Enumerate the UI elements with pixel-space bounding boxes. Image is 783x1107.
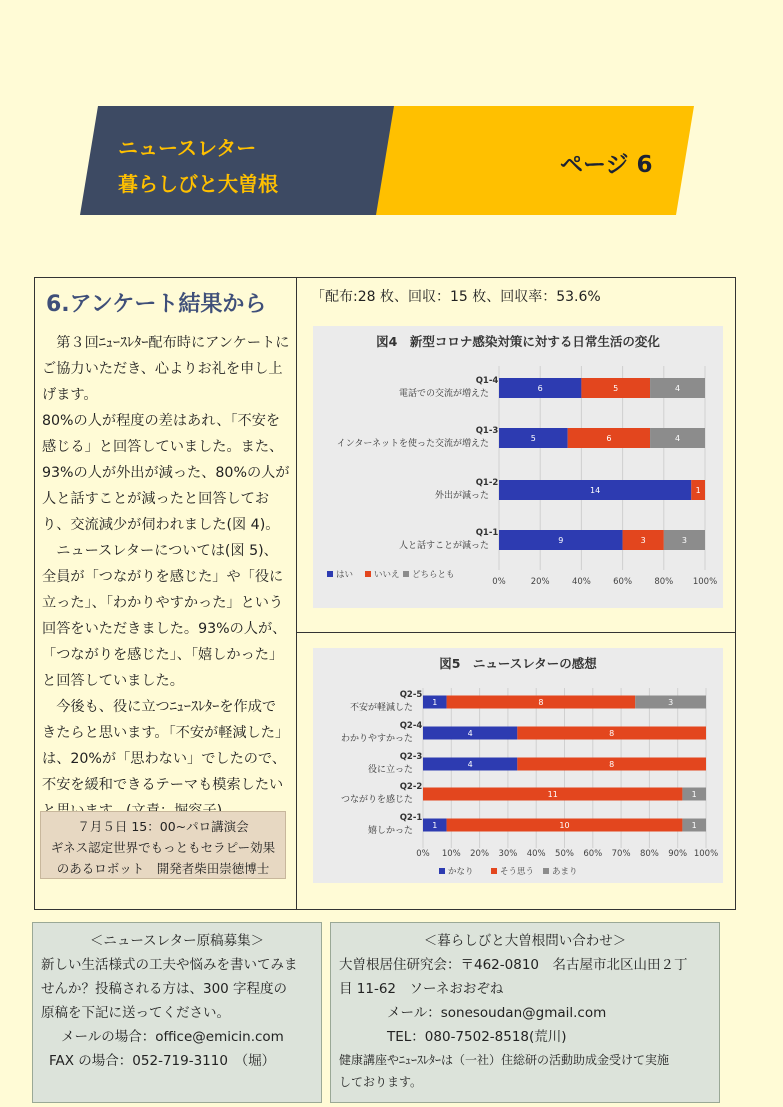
legend-label: そう思う: [500, 867, 535, 877]
data-label: 4: [467, 760, 473, 769]
x-tick-label: 20%: [530, 577, 550, 587]
event-line-3: のあるロボット 開発者柴田崇徳博士: [56, 861, 270, 876]
x-tick-label: 90%: [668, 849, 688, 859]
legend-swatch: [327, 571, 333, 577]
page-number: ページ 6: [560, 152, 653, 178]
data-label: 3: [681, 536, 687, 545]
category-code: Q2-1: [399, 813, 423, 823]
data-label: 5: [530, 434, 536, 443]
legend-label: どちらとも: [412, 570, 455, 580]
recruit-line-2: せんか？投稿される方は、300 字程度の: [41, 981, 288, 997]
category-code: Q1-2: [475, 478, 499, 488]
figure-5-chart: [313, 648, 723, 883]
legend-label: かなり: [448, 867, 474, 877]
category-code: Q2-3: [399, 752, 423, 762]
x-tick-label: 30%: [498, 849, 518, 859]
legend-label: あまり: [552, 867, 578, 877]
data-label: 4: [467, 729, 473, 738]
legend-swatch: [491, 868, 497, 874]
data-label: 6: [537, 384, 543, 393]
contact-note-1: 健康講座やﾆｭｰｽﾚﾀｰは（一社）住総研の活動助成金受けて実施: [339, 1053, 670, 1067]
paragraph-1: 第３回ﾆｭｰｽﾚﾀｰ配布時にアンケートにご協力いただき、心よりお礼を申し上げます。: [42, 335, 290, 403]
category-label: 電話での交流が増えた: [398, 389, 489, 399]
chart-title: 図4 新型コロナ感染対策に対する日常生活の変化: [376, 334, 660, 349]
data-label: 14: [590, 486, 601, 495]
legend-swatch: [365, 571, 371, 577]
category-code: Q2-5: [399, 690, 423, 700]
x-tick-label: 0%: [416, 849, 430, 859]
x-tick-label: 0%: [492, 577, 506, 587]
contact-box: [330, 922, 720, 1103]
contact-phone: TEL：080-7502-8518(荒川): [387, 1029, 567, 1045]
x-tick-label: 20%: [470, 849, 490, 859]
category-label: 人と話すことが減った: [398, 541, 489, 551]
newsletter-name: 暮らしびと大曽根: [118, 172, 278, 196]
event-line-2: ギネス認定世界でもっともセラピー効果: [50, 840, 276, 855]
contact-line-2: 目 11-62 ソーネおおぞね: [339, 981, 504, 997]
category-code: Q1-1: [475, 528, 499, 538]
data-label: 6: [606, 434, 612, 443]
data-label: 9: [558, 536, 564, 545]
data-label: 8: [609, 729, 615, 738]
paragraph-4: 今後も、役に立つﾆｭｰｽﾚﾀｰを作成できたらと思います。「不安が軽減した」は、20%が「思わない」でしたので、不安を緩和できるテーマも模索したい: [42, 699, 290, 793]
event-line-1: ７月５日 15：00~パロ講演会: [77, 819, 249, 834]
category-label: わかりやすかった: [340, 734, 413, 744]
recruit-title: ＜ニュースレター原稿募集＞: [89, 933, 265, 949]
data-label: 1: [432, 821, 438, 830]
x-tick-label: 10%: [441, 849, 461, 859]
chart-background: [313, 326, 723, 608]
data-label: 1: [432, 698, 438, 707]
x-tick-label: 80%: [654, 577, 674, 587]
section-title: 6.アンケート結果から: [46, 292, 267, 317]
category-label: 嬉しかった: [367, 826, 413, 836]
data-label: 4: [674, 434, 681, 443]
category-label: 役に立った: [367, 765, 413, 775]
column-divider: [296, 277, 297, 909]
x-tick-label: 60%: [583, 849, 603, 859]
article-body: [42, 330, 290, 824]
recruit-line-3: 原稿を下記に送ってください。: [41, 1005, 230, 1021]
contact-note-2: しております。: [339, 1075, 423, 1089]
contact-title: ＜暮らしびと大曽根問い合わせ＞: [423, 933, 627, 949]
data-label: 3: [640, 536, 646, 545]
data-label: 8: [538, 698, 544, 707]
x-tick-label: 70%: [611, 849, 631, 859]
x-tick-label: 50%: [555, 849, 574, 859]
data-label: 10: [559, 821, 570, 830]
data-label: 1: [695, 486, 701, 495]
paragraph-3: ニュースレターについては(図 5)、全員が「つながりを感じた」や「役に立った」、「わかりやすかった」という回答をいただきました。93%の人が、「つながりを感じた」、「嬉しかった」と回答していました。: [42, 543, 287, 689]
category-code: Q1-4: [475, 376, 499, 386]
contact-email: メール：sonesoudan@gmail.com: [387, 1005, 607, 1021]
data-label: 8: [609, 760, 615, 769]
x-tick-label: 60%: [613, 577, 633, 587]
category-label: 外出が減った: [434, 491, 489, 501]
data-label: 5: [613, 384, 619, 393]
x-tick-label: 80%: [639, 849, 659, 859]
legend-swatch: [439, 868, 445, 874]
data-label: 11: [547, 790, 558, 799]
chart-divider: [296, 632, 735, 633]
legend-swatch: [543, 868, 549, 874]
data-label: 1: [691, 821, 697, 830]
x-tick-label: 100%: [693, 849, 719, 859]
paragraph-2: 80%の人が程度の差はあれ、「不安を感じる」と回答していました。また、93%の人が外出が減った、80%の人が人と話すことが減ったと回答しており、交流減少が伺われました(図 4)。: [42, 413, 290, 533]
legend-label: いいえ: [374, 570, 400, 580]
category-label: 不安が軽減した: [349, 703, 413, 713]
category-code: Q1-3: [475, 426, 499, 436]
event-notice: [40, 811, 286, 879]
newsletter-label: ニュースレター: [118, 136, 257, 160]
recruit-line-1: 新しい生活様式の工夫や悩みを書いてみま: [41, 957, 298, 973]
category-label: インターネットを使った交流が増えた: [336, 439, 489, 449]
contact-line-1: 大曽根居住研究会：〒462-0810 名古屋市北区山田２丁: [339, 957, 688, 973]
x-tick-label: 40%: [526, 849, 546, 859]
data-label: 4: [674, 384, 681, 393]
figure-4-chart: [313, 326, 723, 608]
manuscript-recruit-box: [32, 922, 322, 1103]
data-label: 1: [691, 790, 697, 799]
response-stats: 「配布:28 枚、回収：15 枚、回収率：53.6%: [311, 289, 601, 305]
legend-swatch: [403, 571, 409, 577]
legend-label: はい: [336, 570, 354, 580]
chart-title: 図5 ニュースレターの感想: [439, 656, 597, 671]
data-label: 3: [668, 698, 674, 707]
x-tick-label: 40%: [571, 577, 591, 587]
category-code: Q2-4: [399, 721, 423, 731]
x-tick-label: 100%: [692, 577, 718, 587]
recruit-fax: FAX の場合：052-719-3110 （堀）: [49, 1053, 276, 1069]
recruit-email: メールの場合：office@emicin.com: [61, 1029, 284, 1045]
category-label: つながりを感じた: [340, 795, 413, 805]
category-code: Q2-2: [399, 782, 423, 792]
